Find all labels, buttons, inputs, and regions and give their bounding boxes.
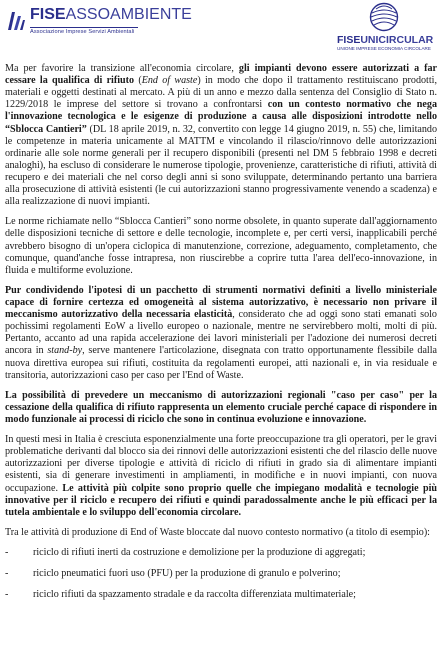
unicircular-globe-icon: [369, 2, 399, 32]
italic-run: stand-by: [47, 345, 83, 357]
assoambiente-wordmark: [30, 6, 192, 24]
bold-run: Pur condividendo l'ipotesi di un pacchetto di strumenti normativi definiti a livello ministeriale capace di fornire certezza ed omogeneità al sistema autorizzativo, è necessario non privare il meccanismo autorizzativo della necessaria elasticità: [5, 284, 437, 321]
bullet-dash: -: [5, 568, 9, 580]
text-run: ) in modo che dopo il trattamento restituiscano prodotti, materiali e oggetti destinati al mercato. A più di un anno e mezzo dalla sentenza del Consiglio di Stato n. 1229/2018 le imprese del settore si trovano a confrontarsi: [5, 75, 437, 111]
bold-run: Le attività più colpite sono proprio quelle che impiegano modalità e tecnologie più innovative per il riciclo e recupero dei rifiuti e quindi paradossalmente anche le più efficaci per la tutela ambientale e lo sviluppo dell'economia circolare.: [5, 482, 437, 518]
list-item-text: riciclo di rifiuti inerti da costruzione e demolizione per la produzione di aggregati;: [33, 546, 366, 558]
text-run: (: [134, 75, 142, 87]
paragraph: [5, 285, 437, 382]
unicircular-tagline: UNIONE IMPRESE ECONOMIA CIRCOLARE: [337, 46, 431, 51]
letterhead: [0, 0, 437, 58]
text-run: , serve mantenere l'articolazione, disegnata con tratto opportunamente flessibile dalla nuova direttiva europea sui rifiuti, costituita da regolamenti europei, atti nazionali e, in via residuale e transitoria, autorizzazioni caso per caso per l'End of Waste.: [5, 345, 437, 381]
logo-rule: [30, 27, 138, 28]
fise-unicircular-logo: [337, 2, 434, 52]
paragraphs: [5, 63, 437, 539]
unicircular-wordmark-a: FISE: [337, 34, 361, 46]
list-item-text: riciclo pneumatici fuori uso (PFU) per la produzione di granulo e polverino;: [33, 568, 341, 580]
unicircular-wordmark: [337, 34, 433, 46]
text-run: , considerato che ad oggi sono stati emanati solo pochissimi regolamenti EoW a livello europeo o nazionale, mentre ne servirebbero molti, molti di più. Pertanto, accanto ad una rapida accelerazione dei lavori ministeriali per l'adozione dei numerosi decreti ancora in: [5, 309, 437, 357]
bold-run: gli impianti devono essere autorizzati a far cessare la qualifica di rifiuto: [5, 63, 437, 87]
assoambiente-wordmark-b: ASSOAMBIENTE: [65, 6, 192, 23]
text-run: In questi mesi in Italia è cresciuta esponenzialmente una forte preoccupazione tra gli operatori, per le gravi problematiche derivanti dal blocco sia dei rinnovi delle autorizzazioni esistenti che del rilascio delle nuove autorizzazioni per diverse tipologie e attività di riciclo di rifiuti in grado sia di alimentare impianti esistenti, sia di generare investimenti in ampliamenti, in modifiche e in nuovi impianti, con nuova occupazione.: [5, 434, 437, 494]
assoambiente-wordmark-a: FISE: [30, 6, 66, 23]
bullet-list: [5, 547, 437, 601]
bold-run: con un contesto normativo che nega l'innovazione tecnologica e le esigenze di produzione a causa alle disposizioni introdotte nello “Sblocca Cantieri”: [5, 99, 437, 135]
bold-run: La possibilità di prevedere un meccanismo di autorizzazioni regionali "caso per caso" per la cessazione della qualifica di rifiuto rappresenta un elemento cruciale perché capace di rispondere in modo funzionale ai processi di riciclo che sono in continua evoluzione e innovazione.: [5, 389, 437, 425]
unicircular-wordmark-b: UNICIRCULAR: [360, 34, 434, 46]
text-run: (DL 18 aprile 2019, n. 32, convertito con legge 14 giugno 2019, n. 55) che, limitando le competenze in materia unicamente al MATTM e vincolando il rilascio/rinnovo delle autorizzazioni ordinarie alle sole norme generali per il recupero disponibili (presenti nel DM 5 febbraio 1998 e decreti analoghi), ha escluso di considerare le numerose tipologie, provenienze, caratteristiche di rifiuti, attività di recupero e dei materiali che nel corso degli anni si sono sviluppate, determinando pertanto una barriera alla prosecuzione di attività esistenti (le cui autorizzazioni stanno progressivamente venendo a scadenza) e alla realizzazione di nuovi impianti.: [5, 123, 437, 208]
list-item: [5, 568, 437, 580]
paragraph: [5, 434, 437, 519]
document-body: [5, 63, 437, 610]
paragraph: [5, 63, 437, 208]
list-item-text: riciclo rifiuti da spazzamento stradale e da raccolta differenziata multimateriale;: [33, 589, 356, 601]
list-item: [5, 589, 437, 601]
paragraph: [5, 527, 437, 539]
bullet-dash: -: [5, 546, 9, 558]
paragraph: [5, 390, 437, 426]
assoambiente-tagline: Associazione Imprese Servizi Ambientali: [30, 29, 135, 35]
list-item: [5, 547, 437, 559]
paragraph: [5, 216, 437, 277]
bullet-dash: -: [5, 589, 9, 601]
text-run: Tra le attività di produzione di End of Waste bloccate dal nuovo contesto normativo (a titolo di esempio):: [5, 526, 430, 538]
text-run: Ma per favorire la transizione all'economia circolare,: [5, 63, 239, 74]
text-run: Le norme richiamate nello “Sblocca Cantieri” sono norme obsolete, in quanto superate dall'aggiornamento delle disposizioni tecniche di settore e delle tecnologie, incomplete e, per certi versi, inapplicabili perché avrebbero bisogno di un'opera ciclopica di manutenzione, correzione, adeguamento, completamento, che comunque, quand'anche fosse intrapresa, non riuscirebbe a coprire tutta l'area dell'eco-innovazione, in fluida e multiforme evoluzione.: [5, 216, 437, 276]
assoambiente-mark-icon: [6, 8, 26, 32]
italic-run: End of waste: [141, 75, 198, 87]
